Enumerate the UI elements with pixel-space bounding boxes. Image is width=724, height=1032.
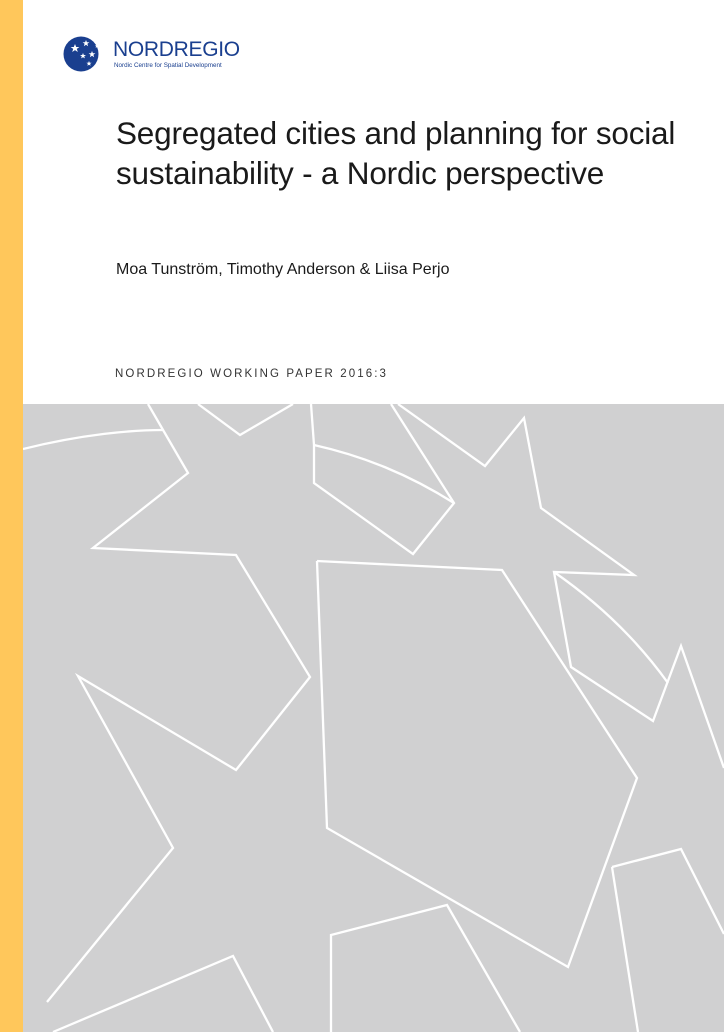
nordregio-logo — [62, 35, 262, 77]
star-pattern-illustration — [23, 404, 724, 1032]
title-line-1: Segregated cities and planning for social — [116, 115, 676, 151]
accent-band — [0, 0, 23, 1032]
title-line-2: sustainability - a Nordic perspective — [116, 155, 605, 191]
document-authors: Moa Tunström, Timothy Anderson & Liisa Perjo — [116, 261, 450, 278]
logo-wordmark: NORDREGIO — [113, 38, 240, 61]
logo-tagline: Nordic Centre for Spatial Development — [114, 62, 222, 69]
document-title — [116, 113, 716, 193]
series-label: NORDREGIO WORKING PAPER 2016:3 — [115, 368, 389, 380]
star-globe-icon — [62, 35, 100, 73]
